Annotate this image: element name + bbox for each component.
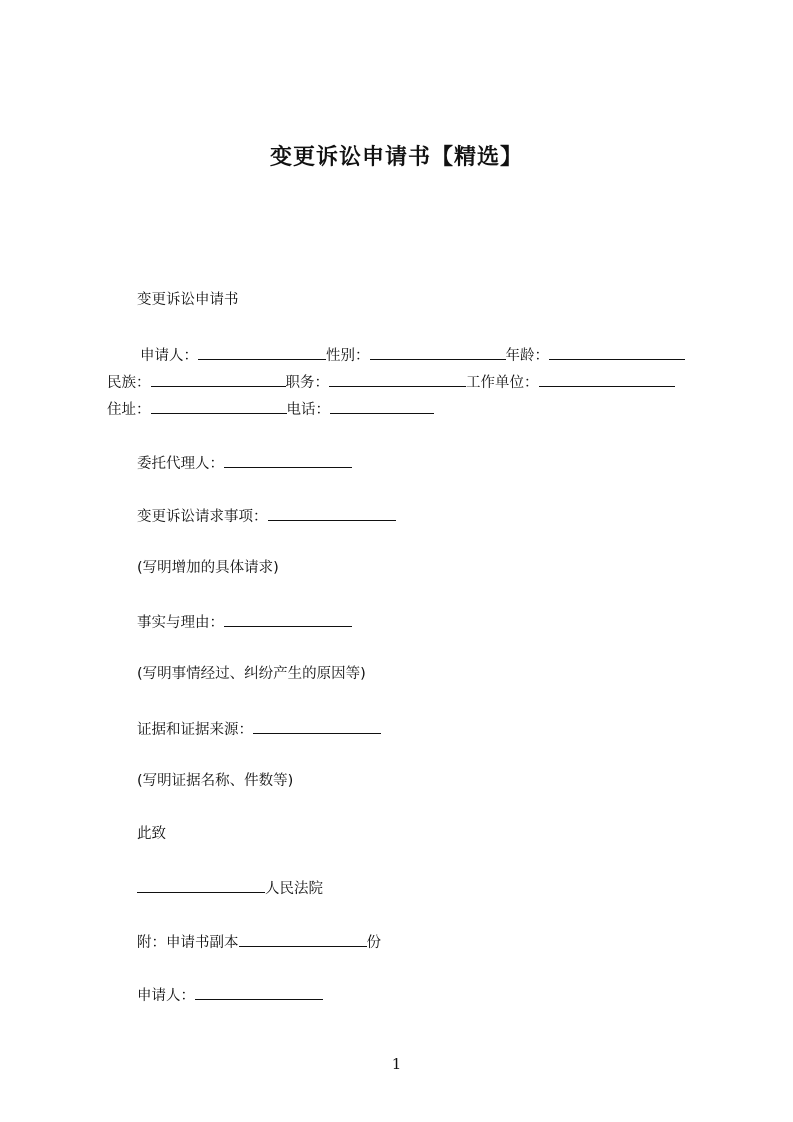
applicant-row-3: [107, 398, 434, 420]
address-blank[interactable]: [151, 398, 287, 414]
facts-label: 事实与理由：: [137, 615, 224, 631]
request-note: (写明增加的具体请求): [137, 560, 279, 576]
salutation: 此致: [137, 826, 166, 842]
ethnicity-label: 民族：: [107, 375, 151, 391]
applicant-row-2: [107, 371, 675, 393]
phone-label: 电话：: [286, 402, 330, 418]
age-label: 年龄：: [505, 348, 549, 364]
request-label: 变更诉讼请求事项：: [137, 509, 268, 525]
applicant-blank[interactable]: [198, 344, 326, 360]
signature-blank[interactable]: [195, 984, 323, 1000]
applicant-label: 申请人：: [140, 348, 198, 364]
court-blank[interactable]: [137, 877, 265, 893]
evidence-row: [137, 718, 381, 740]
court-suffix: 人民法院: [265, 881, 323, 897]
facts-note: (写明事情经过、纠纷产生的原因等): [137, 666, 366, 682]
address-label: 住址：: [107, 402, 151, 418]
attachment-suffix: 份: [366, 935, 381, 951]
page-number: 1: [391, 1055, 402, 1073]
document-heading: 变更诉讼申请书: [137, 292, 239, 308]
request-row: [137, 505, 396, 527]
agent-label: 委托代理人：: [137, 456, 224, 472]
signature-row: [137, 984, 323, 1006]
applicant-row-1: [140, 344, 685, 366]
position-label: 职务：: [285, 375, 329, 391]
employer-blank[interactable]: [539, 371, 675, 387]
phone-blank[interactable]: [330, 398, 434, 414]
evidence-label: 证据和证据来源：: [137, 722, 253, 738]
gender-label: 性别：: [326, 348, 370, 364]
agent-row: [137, 452, 352, 474]
attachment-row: [137, 931, 381, 953]
document-title: 变更诉讼申请书【精选】: [269, 145, 523, 170]
attachment-count-blank[interactable]: [239, 931, 367, 947]
ethnicity-blank[interactable]: [151, 371, 286, 387]
age-blank[interactable]: [549, 344, 685, 360]
court-row: [137, 877, 323, 899]
facts-row: [137, 611, 352, 633]
agent-blank[interactable]: [224, 452, 352, 468]
gender-blank[interactable]: [370, 344, 506, 360]
signature-label: 申请人：: [137, 988, 195, 1004]
employer-label: 工作单位：: [466, 375, 539, 391]
attachment-prefix: 附：申请书副本: [137, 935, 239, 951]
evidence-blank[interactable]: [253, 718, 381, 734]
request-blank[interactable]: [268, 505, 396, 521]
facts-blank[interactable]: [224, 611, 352, 627]
position-blank[interactable]: [329, 371, 466, 387]
evidence-note: (写明证据名称、件数等): [137, 773, 294, 789]
